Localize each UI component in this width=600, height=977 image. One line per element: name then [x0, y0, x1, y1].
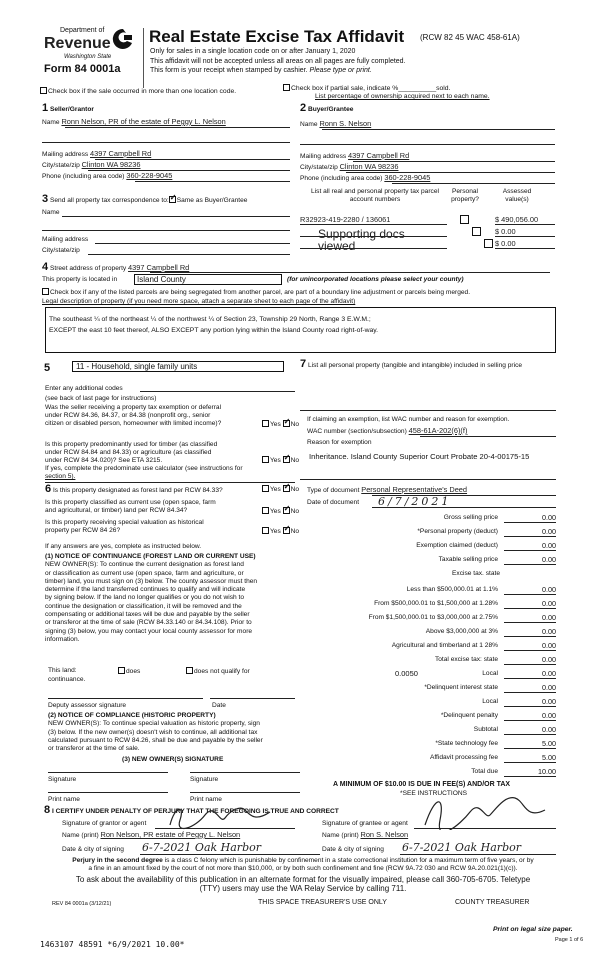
- legal-description-box[interactable]: [45, 307, 556, 353]
- current-use-yes-no[interactable]: Yes ✓ No: [262, 507, 299, 516]
- corr-mailing-input[interactable]: [95, 243, 290, 244]
- codes-label: Enter any additional codes: [45, 385, 123, 392]
- historical-question: Is this property receiving special valuation as historical property per RCW 84 26?: [45, 519, 204, 534]
- timber-yes-no[interactable]: Yes ✓ No: [262, 456, 299, 465]
- continuance-label: continuance.: [48, 676, 86, 683]
- certify-statement: 8 I CERTIFY UNDER PENALTY OF PERJURY THAT THE FOREGOING IS TRUE AND CORRECT: [44, 804, 339, 816]
- tax-row-value[interactable]: 0.00: [504, 711, 556, 721]
- tax-row-value[interactable]: 10.00: [504, 767, 556, 777]
- tax-row-label: Total excise tax: state: [434, 656, 498, 663]
- dor-logo: [40, 25, 140, 95]
- tax-row-value[interactable]: 0.00: [504, 613, 556, 623]
- personal-property-checkbox[interactable]: [472, 227, 481, 236]
- tax-row-label: Local: [482, 670, 498, 677]
- tax-row: [300, 585, 556, 597]
- seller-phone-field[interactable]: Phone (including area code) 360-228-9045: [42, 171, 173, 180]
- tax-row-value[interactable]: 5.00: [504, 753, 556, 763]
- owner-print-name-label-2: Print name: [190, 796, 222, 803]
- local-rate: 0.0050: [395, 669, 418, 678]
- tax-row-value[interactable]: 0.00: [504, 725, 556, 735]
- treasurer-use-label: THIS SPACE TREASURER'S USE ONLY: [258, 899, 387, 906]
- document-type-field[interactable]: Type of document Personal Representative's Deed: [307, 485, 468, 494]
- header-line-2: This affidavit will not be accepted unless all areas on all pages are fully completed.: [150, 58, 406, 65]
- accessibility-notice: To ask about the availability of this publication in an alternate format for the visually impaired, please call 360-705-6705. Teletype (TTY) users may use the WA Relay Service by calling 711.: [75, 875, 531, 893]
- this-land-label: This land:: [48, 667, 77, 674]
- see-instructions: *SEE INSTRUCTIONS: [400, 790, 468, 797]
- grantee-name-field[interactable]: Name (print) Ron S. Nelson: [322, 830, 409, 839]
- assessed-value[interactable]: $ 490,056.00: [495, 215, 555, 225]
- parcel-number[interactable]: R32923-419-2280 / 136061: [300, 215, 447, 225]
- tax-row-label: Gross selling price: [443, 514, 498, 521]
- owner-signature-label-1: Signature: [48, 776, 77, 783]
- header-divider: [143, 28, 144, 88]
- timber-question: Is this property predominantly used for timber (as classified under RCW 84.84 and 84.33) or agriculture (as classified under RCW 84 34.020)? See ETA 3215. If yes, complete the predominate use calculator (see instructions for section 5).: [45, 441, 243, 480]
- tax-row: [300, 527, 556, 539]
- multi-location-checkbox[interactable]: Check box if the sale occurred in more than one location code.: [40, 87, 236, 95]
- form-number: Form 84 0001a: [44, 63, 121, 75]
- exemption-yes-no[interactable]: Yes ✓ No: [262, 420, 299, 429]
- grantor-date-label: Date & city of signing: [62, 846, 124, 853]
- tax-row-label: Taxable selling price: [438, 556, 498, 563]
- supporting-docs-stamp: Supporting docs viewed: [318, 227, 405, 253]
- assessed-col-header: Assessed value(s): [502, 188, 532, 203]
- does-not-qualify-checkbox[interactable]: does not qualify for: [186, 667, 250, 676]
- tax-row: [300, 711, 556, 723]
- tax-row-label: Less than $500,000.01 at 1.1%: [406, 586, 498, 593]
- buyer-heading: 2 Buyer/Grantee: [300, 102, 354, 114]
- seller-name-field[interactable]: Name Ronn Nelson, PR of the estate of Peggy L. Nelson: [42, 117, 226, 126]
- grantor-date-city[interactable]: 6-7-2021 Oak Harbor: [142, 841, 261, 854]
- tax-row-label: Agricultural and timberland at 1 28%: [391, 642, 498, 649]
- tax-row: [300, 739, 556, 751]
- additional-codes-input[interactable]: [140, 391, 295, 392]
- corr-city-label: City/state/zip: [42, 247, 80, 254]
- partial-sale-checkbox[interactable]: Check box if partial sale, indicate %__________sold.: [283, 84, 450, 93]
- buyer-phone-field[interactable]: Phone (including area code) 360-228-9045: [300, 173, 431, 182]
- notice-compliance: (2) NOTICE OF COMPLIANCE (HISTORIC PROPERTY) NEW OWNER(S): To continue special valuation as historic property, sign (3) below. If the new owner(s) doesn't wish to continue, all additional tax calculated pursuant to RCW 84.26, shall be due and payable by the seller or transferor at the time of sale.: [48, 712, 263, 753]
- deputy-date-line[interactable]: [210, 698, 295, 699]
- personal-property-checkbox[interactable]: [460, 215, 469, 224]
- form-title: Real Estate Excise Tax Affidavit: [149, 27, 405, 46]
- tax-row-value[interactable]: 5.00: [504, 739, 556, 749]
- seller-heading: 1 Seller/Grantor: [42, 102, 94, 114]
- tax-row: [300, 641, 556, 653]
- tax-row: [300, 599, 556, 611]
- land-use-code-select[interactable]: 11 - Household, single family units: [72, 361, 284, 372]
- excise-tax-state-label: Excise tax. state: [452, 570, 501, 577]
- dept-of: Department of: [60, 27, 105, 34]
- deputy-date-label: Date: [212, 702, 226, 709]
- tax-row: [300, 753, 556, 765]
- tax-row-value[interactable]: 0.00: [504, 627, 556, 637]
- tax-row-value[interactable]: 0.00: [504, 585, 556, 595]
- historical-yes-no[interactable]: Yes ✓ No: [262, 527, 299, 536]
- tax-row-value[interactable]: 0.00: [504, 599, 556, 609]
- tax-row-value[interactable]: 0.00: [504, 669, 556, 679]
- tax-row: [300, 627, 556, 639]
- state-label: Washington State: [64, 54, 112, 60]
- tax-row-value[interactable]: 0.00: [504, 655, 556, 665]
- grantee-signature-mark: [420, 790, 550, 830]
- tax-row: [300, 513, 556, 525]
- street-address-field[interactable]: 4 Street address of property 4397 Campbell Rd: [42, 261, 190, 273]
- tax-row-label: From $1,500,000.01 to $3,000,000 at 2.75%: [368, 614, 498, 621]
- legal-paper-note: Print on legal size paper.: [493, 926, 573, 933]
- legal-line-1: The southeast ¼ of the northeast ¼ of the northwest ¼ of Section 23, Township 29 North, Range 3 E.W.M.;: [49, 316, 371, 323]
- perjury-notice: Perjury in the second degree is a class C felony which is punishable by confinement in a state correctional institution for a maximum term of five years, or by a fine in an amount fixed by the court of not more than $10,000, or by both such confinement and fine (RCW 9A.72 030 and RCW 9A.20.021(1)(c)).: [72, 857, 534, 872]
- assessed-value[interactable]: $ 0.00: [495, 239, 555, 249]
- exemption-question: Was the seller receiving a property tax exemption or deferral under RCW 84.36, 84.37, or 84.38 (nonprofit org., senior citizen or disabled person, homeowner with limited income)?: [45, 404, 222, 427]
- tax-row: [300, 767, 556, 779]
- dor-logo-icon: [112, 27, 134, 51]
- form-citation: (RCW 82 45 WAC 458-61A): [420, 33, 520, 42]
- header-line-1: Only for sales in a single location code on or after January 1, 2020: [150, 48, 356, 55]
- corr-name-label: Name: [42, 209, 60, 216]
- grantee-sig-label: Signature of grantee or agent: [322, 820, 408, 827]
- tax-row-label: Above $3,000,000 at 3%: [425, 628, 498, 635]
- buyer-name-field[interactable]: Name Ronn S. Nelson: [300, 119, 372, 128]
- owner-signature-label-2: Signature: [190, 776, 219, 783]
- tax-row-label: Local: [482, 698, 498, 705]
- tax-row: [300, 669, 556, 681]
- tax-row-label: From $500,000.01 to $1,500,000 at 1.28%: [374, 600, 498, 607]
- tax-row-label: Total due: [471, 768, 498, 775]
- revenue-wordmark: Revenue: [44, 35, 111, 52]
- tax-row: [300, 541, 556, 553]
- legal-desc-label: Legal description of property (if you need more space, attach a separate sheet to each page of the affidavit): [42, 298, 356, 305]
- segregated-checkbox[interactable]: Check box if any of the listed parcels are being segregated from another parcel, are part of a boundary line adjustment or parcels being merged.: [42, 288, 470, 297]
- tax-row: [300, 697, 556, 709]
- county-select[interactable]: Island County: [134, 274, 282, 285]
- any-yes-note: If any answers are yes, complete as instructed below.: [45, 543, 202, 550]
- tax-row-value[interactable]: 0.00: [504, 697, 556, 707]
- document-date[interactable]: 6/7/2021: [378, 495, 452, 508]
- revision-label: REV 84 0001a (3/12/21): [52, 901, 112, 907]
- tax-row: [300, 683, 556, 695]
- codes-note: (see back of last page for instructions): [45, 395, 157, 402]
- buyer-mailing-field[interactable]: Mailing address 4397 Campbell Rd: [300, 151, 410, 160]
- new-owner-signature-title: (3) NEW OWNER(S) SIGNATURE: [122, 756, 224, 763]
- exemption-label: If claiming an exemption, list WAC number and reason for exemption.: [307, 416, 510, 423]
- tax-row-value[interactable]: 0.00: [504, 641, 556, 651]
- seller-mailing-field[interactable]: Mailing address 4397 Campbell Rd: [42, 149, 152, 158]
- tax-row: [300, 555, 556, 567]
- assessed-value[interactable]: $ 0.00: [495, 227, 555, 237]
- located-label: This property is located in: [42, 276, 118, 283]
- tax-row: [300, 725, 556, 737]
- tax-row-value[interactable]: 0.00: [504, 527, 556, 537]
- personal-property-checkbox[interactable]: [484, 239, 493, 248]
- tax-row-value[interactable]: 0.00: [504, 555, 556, 565]
- tax-row: [300, 613, 556, 625]
- tax-row-label: Exemption claimed (deduct): [416, 542, 498, 549]
- county-note: (for unincorporated locations please select your county): [287, 276, 464, 283]
- grantor-sig-label: Signature of grantor or agent: [62, 820, 147, 827]
- notice-continuance: (1) NOTICE OF CONTINUANCE (FOREST LAND OR CURRENT USE) NEW OWNER(S): To continue the current designation as forest land or classification as current use (open space, farm and agriculture, or timber) land, you must sign on (3) below. The county assessor must then determine if the land transferred continues to qualify and will indicate by signing below. If the land no longer qualifies or you do not wish to continue the designation or classification, it will be removed and the compensating or additional taxes will be due and payable by the seller or transferor at the time of sale (RCW 84.33.140 or 84.34.108). Prior to signing (3) below, you may contact your local county assessor for more information.: [45, 553, 258, 643]
- minimum-due-note: A MINIMUM OF $10.00 IS DUE IN FEE(S) AND/OR TAX: [333, 781, 511, 788]
- tax-row: [300, 655, 556, 667]
- personal-property-label: 7 List all personal property (tangible and intangible) included in selling price: [300, 358, 523, 370]
- tax-row-label: *Personal property (deduct): [417, 528, 498, 535]
- page-number: Page 1 of 6: [555, 937, 584, 943]
- seller-city-field[interactable]: City/state/zip Clinton WA 98236: [42, 160, 141, 169]
- grantee-date-label: Date & city of signing: [322, 846, 384, 853]
- tax-row-label: Subtotal: [473, 726, 498, 733]
- wac-number-field[interactable]: WAC number (section/subsection) 458-61A-202(6)(f): [307, 426, 468, 435]
- header-line-3: This form is your receipt when stamped by cashier. Please type or print.: [150, 67, 372, 74]
- grantee-date-city[interactable]: 6-7-2021 Oak Harbor: [402, 841, 521, 854]
- doc-date-label: Date of document: [307, 499, 360, 506]
- corr-mailing-label: Mailing address: [42, 236, 89, 243]
- county-treasurer-label: COUNTY TREASURER: [455, 899, 530, 906]
- corr-name-input[interactable]: [62, 216, 290, 217]
- reason-label: Reason for exemption: [307, 439, 372, 446]
- tax-row-label: Affidavit processing fee: [429, 754, 498, 761]
- tax-row-label: *State technology fee: [435, 740, 498, 747]
- tax-row-value[interactable]: 0.00: [504, 513, 556, 523]
- personal-col-header: Personal property?: [451, 188, 479, 203]
- deputy-label: Deputy assessor signature: [48, 702, 127, 709]
- current-use-question: Is this property classified as current use (open space, farm and agricultural, or timber) land per RCW 84.34?: [45, 499, 216, 514]
- forest-yes-no[interactable]: Yes ✓ No: [262, 485, 299, 494]
- corr-city-input[interactable]: [88, 254, 290, 255]
- parcel-col-header: List all real and personal property tax parcel account numbers: [311, 188, 439, 203]
- grantor-signature-mark: [165, 800, 275, 830]
- tax-row-label: *Delinquent penalty: [440, 712, 498, 719]
- owner-print-name-label-1: Print name: [48, 796, 80, 803]
- tax-row-label: *Delinquent interest state: [424, 684, 498, 691]
- legal-line-2: EXCEPT the east 10 feet thereof, ALSO EXCEPT any portion lying within the Island County road right-of-way.: [49, 327, 379, 334]
- tax-row-value[interactable]: 0.00: [504, 541, 556, 551]
- exemption-reason[interactable]: Inheritance. Island County Superior Court Probate 20-4-00175-15: [309, 452, 530, 461]
- tax-row-value[interactable]: 0.00: [504, 683, 556, 693]
- deputy-signature-line[interactable]: [48, 698, 203, 699]
- buyer-city-field[interactable]: City/state/zip Clinton WA 98236: [300, 162, 399, 171]
- cashier-receipt-stamp: 1463107 48591 *6/9/2021 10.00*: [40, 940, 185, 949]
- section-5-number: 5: [44, 362, 51, 374]
- correspondence-label: 3 Send all property tax correspondence to:✓ Same as Buyer/Grantee: [42, 195, 247, 205]
- does-qualify-checkbox[interactable]: does: [118, 667, 140, 676]
- grantor-name-field[interactable]: Name (print) Ron Nelson, PR estate of Peggy L. Nelson: [62, 830, 241, 839]
- same-as-buyer-checkbox[interactable]: [169, 196, 176, 203]
- ownership-note: List percentage of ownership acquired next to each name.: [315, 93, 490, 100]
- forest-land-question: 6 Is this property designated as forest land per RCW 84.33?: [45, 483, 223, 495]
